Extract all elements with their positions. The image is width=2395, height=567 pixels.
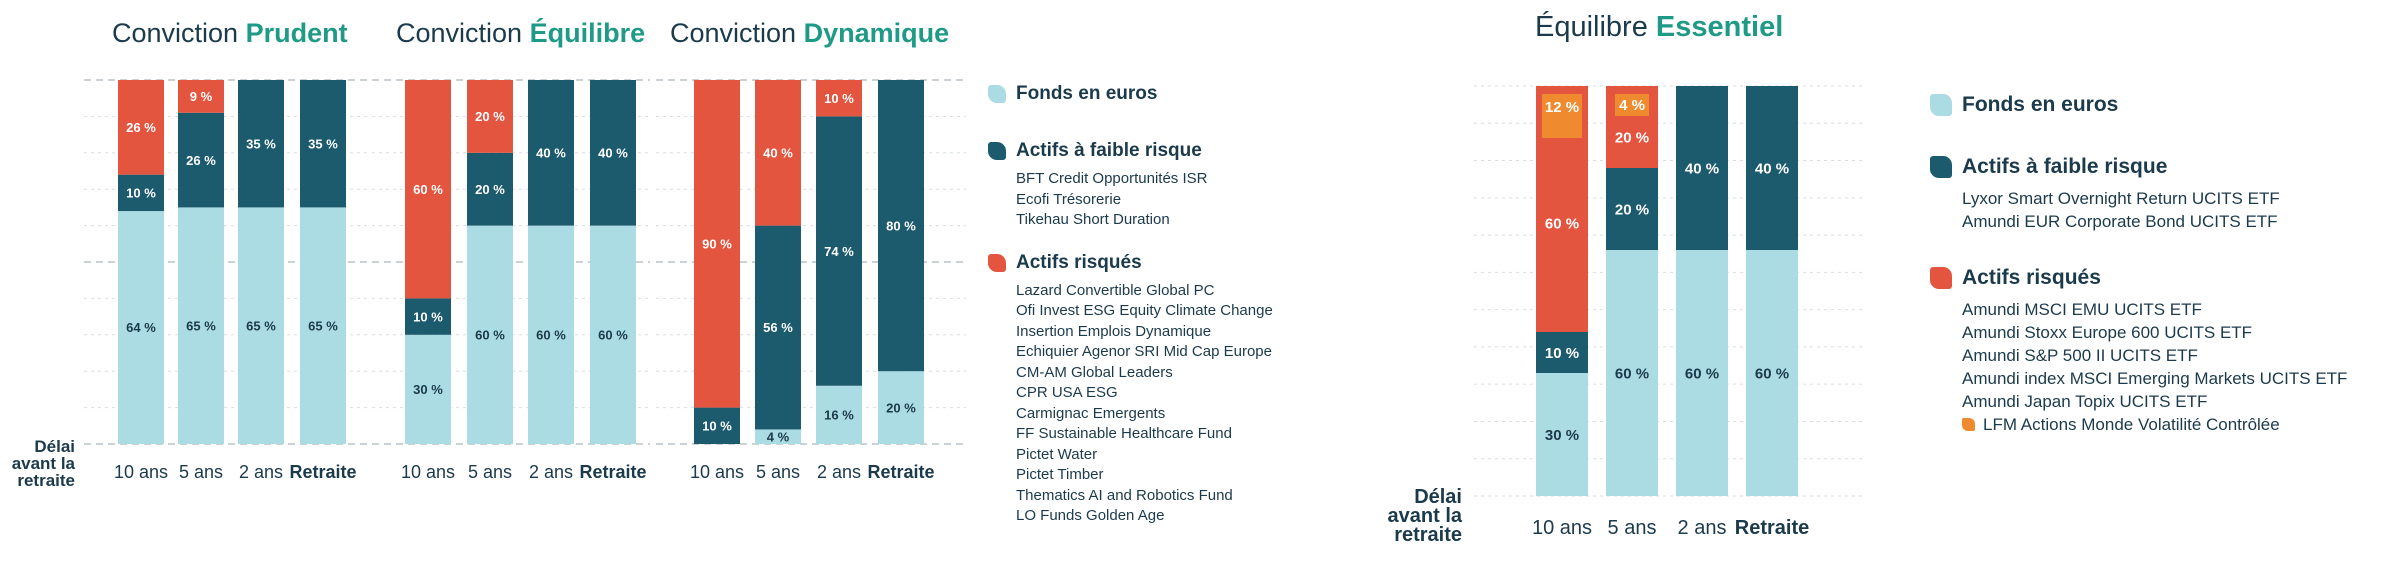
chart-title-highlight: Essentiel (1655, 11, 1784, 43)
faible-value-label: 35 % (246, 136, 276, 152)
chart-title-prefix: Équilibre (1535, 11, 1656, 43)
faible-value-label: 20 % (475, 181, 505, 197)
legend-risques (988, 249, 1328, 277)
legend-right (1930, 90, 2370, 436)
faible-value-label: 10 % (702, 418, 732, 434)
chart-title-highlight: Prudent (245, 18, 348, 48)
row-label-line: avant la (1387, 505, 1462, 527)
legend-risques-item: Ofi Invest ESG Equity Climate Change (1016, 302, 1273, 319)
category-label: Retraite (867, 462, 935, 482)
category-label: 10 ans (113, 462, 169, 482)
category-label: 10 ans (689, 462, 745, 482)
fonds-value-label: 65 % (308, 318, 338, 334)
legend-risques-right-item: Amundi index MSCI Emerging Markets UCITS ETF (1962, 369, 2348, 388)
row-label-line: Délai (34, 437, 75, 456)
legend-risques-item: Pictet Water (1016, 445, 1098, 463)
chart-title-prefix: Conviction (112, 18, 246, 48)
fonds-value-label: 4 % (766, 429, 790, 445)
risques-value-label: 10 % (824, 90, 854, 106)
fonds-value-label: 65 % (246, 318, 276, 334)
chart-title (670, 18, 949, 48)
row-label-line: retraite (1394, 524, 1462, 546)
legend-risques-right-item: Amundi Stoxx Europe 600 UCITS ETF (1962, 323, 2253, 342)
legend-risques-right (1930, 263, 2370, 293)
fonds-value-label: 60 % (1614, 365, 1650, 383)
category-label: 5 ans (1607, 517, 1657, 539)
legend-risques-item: Thematics AI and Robotics Fund (1016, 486, 1233, 504)
category-label: 10 ans (1531, 517, 1593, 539)
lfm-swatch-icon (1962, 418, 1975, 431)
legend-fonds-right (1930, 90, 2370, 120)
faible-value-label: 10 % (126, 185, 156, 201)
risques-value-label: 90 % (702, 236, 732, 252)
fonds-value-label: 30 % (413, 382, 443, 398)
category-label: 5 ans (467, 462, 513, 482)
legend-lfm-right (1962, 413, 2370, 436)
fonds-value-label: 60 % (475, 327, 505, 343)
category-label: 2 ans (528, 462, 574, 482)
chart-title (396, 17, 645, 48)
lfm-value-label: 12 % (1544, 99, 1580, 116)
faible-value-label: 74 % (824, 243, 854, 259)
category-label: Retraite (289, 462, 357, 482)
category-label: Retraite (579, 462, 647, 482)
faible-swatch-icon (1930, 156, 1952, 178)
legend-risques-item: CM-AM Global Leaders (1016, 363, 1173, 381)
risques-swatch-icon (1930, 267, 1952, 289)
legend-faible (988, 137, 1328, 165)
risques-value-label: 40 % (763, 145, 793, 161)
legend-faible-item: Ecofi Trésorerie (1016, 190, 1122, 208)
risques-value-label: 26 % (126, 120, 156, 135)
legend-risques-right-item: Amundi S&P 500 II UCITS ETF (1962, 346, 2198, 365)
legend-risques-item: Lazard Convertible Global PC (1016, 281, 1215, 299)
legend-faible-right (1930, 152, 2370, 182)
fonds-value-label: 60 % (1684, 365, 1720, 383)
fonds-value-label: 20 % (886, 400, 916, 416)
fonds-value-label: 60 % (536, 327, 566, 343)
legend-faible-right-item: Amundi EUR Corporate Bond UCITS ETF (1962, 212, 2278, 231)
legend-risques-right-item: Amundi MSCI EMU UCITS ETF (1962, 300, 2202, 319)
risques-value-label: 60 % (413, 181, 443, 197)
row-label-line: retraite (17, 471, 75, 490)
faible-value-label: 10 % (1544, 344, 1580, 362)
legend-faible-list (1016, 169, 1328, 231)
legend-risques-right-item: Amundi Japan Topix UCITS ETF (1962, 392, 2208, 411)
risques-value-label: 20 % (475, 109, 505, 125)
category-label: Retraite (1734, 517, 1810, 539)
chart-title-prefix: Conviction (396, 18, 530, 48)
legend-risques-item: Insertion Emplois Dynamique (1016, 322, 1212, 340)
fonds-value-label: 30 % (1544, 426, 1580, 444)
faible-value-label: 56 % (763, 320, 793, 336)
chart-title (1535, 10, 1783, 43)
category-label: 2 ans (238, 462, 284, 482)
legend-risques-item: LO Funds Golden Age (1016, 507, 1165, 524)
category-label: 10 ans (400, 462, 456, 482)
legend-risques-item: FF Sustainable Healthcare Fund (1016, 425, 1232, 442)
legend-risques-label: Actifs risqués (1016, 251, 1142, 273)
fonds-value-label: 65 % (186, 318, 216, 334)
faible-value-label: 40 % (536, 145, 566, 161)
risques-value-label: 20 % (1614, 129, 1650, 147)
legend-faible-item: BFT Credit Opportunités ISR (1016, 170, 1208, 187)
legend-risques-item: Echiquier Agenor SRI Mid Cap Europe (1016, 343, 1272, 360)
category-label: 2 ans (1677, 517, 1727, 539)
legend-faible-right-list (1962, 187, 2370, 233)
fonds-swatch-icon (988, 85, 1006, 103)
fonds-value-label: 60 % (598, 327, 628, 343)
faible-value-label: 40 % (1754, 160, 1790, 178)
risques-value-label: 60 % (1544, 215, 1580, 233)
legend-fonds-right-label: Fonds en euros (1962, 93, 2119, 116)
chart-title-highlight: Équilibre (529, 18, 646, 48)
category-label: 5 ans (178, 462, 224, 482)
legend-fonds (988, 80, 1328, 108)
faible-value-label: 40 % (598, 145, 628, 161)
faible-value-label: 35 % (308, 136, 338, 152)
fonds-swatch-icon (1930, 94, 1952, 116)
lfm-value-label: 4 % (1619, 97, 1645, 114)
legend-risques-list (1016, 281, 1328, 527)
fonds-value-label: 60 % (1754, 365, 1790, 383)
faible-value-label: 10 % (413, 309, 443, 325)
chart-title (112, 18, 348, 48)
legend-risques-item: CPR USA ESG (1016, 384, 1118, 401)
row-label-line: avant la (11, 454, 75, 473)
faible-value-label: 20 % (1614, 201, 1650, 219)
category-label: 2 ans (816, 462, 862, 482)
risques-value-label: 9 % (189, 89, 213, 105)
faible-value-label: 80 % (886, 218, 916, 234)
legend-faible-right-item: Lyxor Smart Overnight Return UCITS ETF (1962, 189, 2280, 208)
risques-swatch-icon (988, 254, 1006, 272)
legend-risques-right-label: Actifs risqués (1962, 266, 2101, 289)
legend-faible-right-label: Actifs à faible risque (1962, 155, 2168, 178)
legend-faible-item: Tikehau Short Duration (1016, 211, 1170, 228)
chart-title-prefix: Conviction (670, 18, 804, 48)
legend-risques-right-list (1962, 298, 2370, 413)
legend-risques-item: Pictet Timber (1016, 466, 1104, 483)
faible-value-label: 26 % (186, 152, 216, 168)
legend-lfm-label: LFM Actions Monde Volatilité Contrôlée (1983, 415, 2280, 434)
row-label-line: Délai (1414, 486, 1462, 508)
fonds-value-label: 16 % (824, 407, 854, 423)
faible-swatch-icon (988, 142, 1006, 160)
legend-left (988, 80, 1328, 527)
faible-value-label: 40 % (1684, 160, 1720, 178)
fonds-value-label: 64 % (126, 320, 156, 336)
legend-faible-label: Actifs à faible risque (1016, 140, 1202, 161)
legend-risques-item: Carmignac Emergents (1016, 404, 1166, 422)
category-label: 5 ans (755, 462, 801, 482)
chart-title-highlight: Dynamique (803, 18, 950, 48)
legend-fonds-label: Fonds en euros (1016, 83, 1158, 104)
